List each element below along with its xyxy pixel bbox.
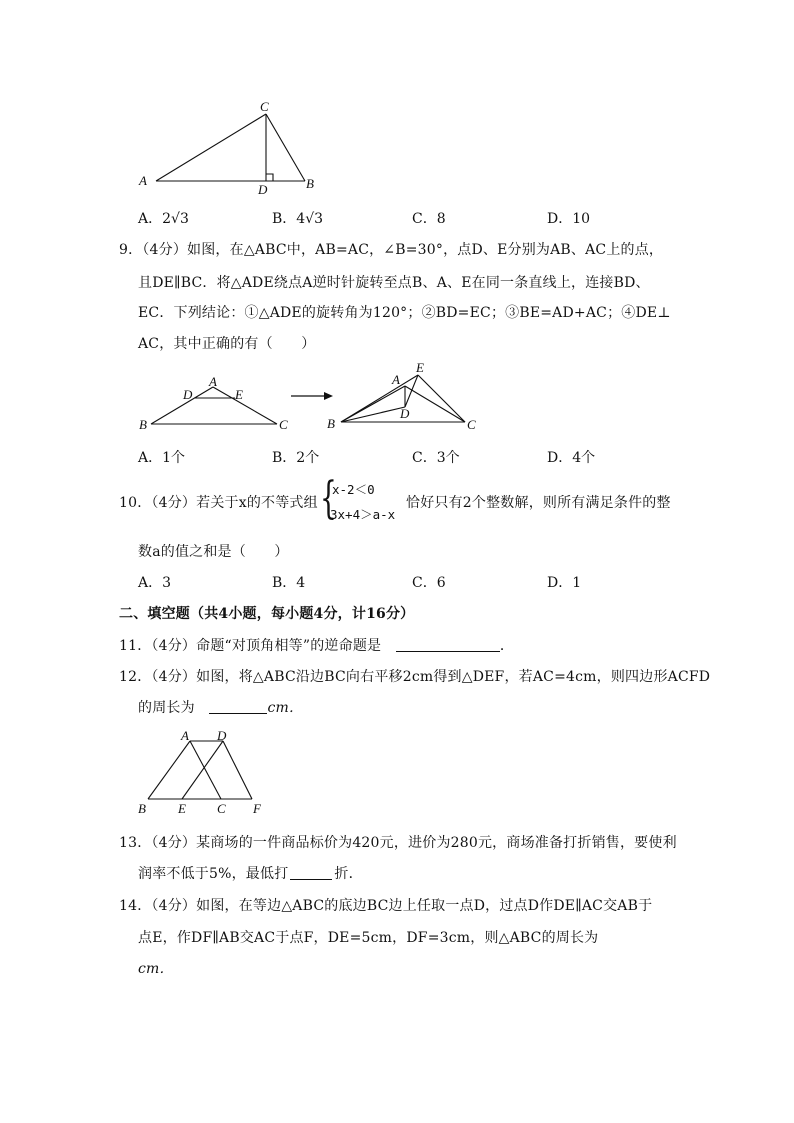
q8-option-d[interactable]: D．10 xyxy=(547,211,591,227)
q11-after: ． xyxy=(499,638,515,654)
q10-option-c[interactable]: C．6 xyxy=(412,575,446,591)
fig9l-label-b: B xyxy=(139,417,147,432)
q8-option-a[interactable]: A．2√3 xyxy=(138,211,189,227)
fig9l-label-c: C xyxy=(279,417,288,432)
fig9r-label-c: C xyxy=(467,417,476,432)
q10-option-a[interactable]: A．3 xyxy=(138,575,172,591)
fig12-label-e: E xyxy=(178,801,186,816)
q9-option-d[interactable]: D．4个 xyxy=(547,450,596,466)
fig9r-label-e: E xyxy=(416,360,424,375)
fig9l-label-a: A xyxy=(209,374,217,389)
q10-suffix: 恰好只有2个整数解，则所有满足条件的整 xyxy=(406,495,671,511)
q9-option-b[interactable]: B．2个 xyxy=(272,450,320,466)
q13-line2-after: 折． xyxy=(334,866,363,882)
fig12-label-f: F xyxy=(253,801,261,816)
fig9l-label-e: E xyxy=(235,387,243,402)
q13-line2-before: 润率不低于5%，最低打 xyxy=(138,866,289,882)
q13-line-1: 13．（4分）某商场的一件商品标价为420元，进价为280元，商场准备打折销售，要使利 xyxy=(119,835,677,851)
q9-line-1: 9．（4分）如图，在△ABC中，AB=AC，∠B=30°，点D、E分别为AB、AC上的点， xyxy=(119,242,664,258)
section-2-title: 二、填空题（共4小题，每小题4分，计16分） xyxy=(119,606,415,622)
q12-line2-after: cm． xyxy=(267,700,304,716)
fig8-label-a: A xyxy=(139,173,147,188)
fig9r-label-d: D xyxy=(400,406,410,421)
fig8-label-b: B xyxy=(306,176,314,191)
q9-option-a[interactable]: A．1个 xyxy=(138,450,186,466)
q10-line-2: 数a的值之和是（ ） xyxy=(138,544,289,560)
q14-line-3: cm． xyxy=(138,961,174,977)
q10-option-d[interactable]: D．1 xyxy=(547,575,582,591)
fig12-label-c: C xyxy=(217,801,226,816)
fig9l-label-d: D xyxy=(183,387,193,402)
fig9r-label-b: B xyxy=(327,416,335,431)
q10-prefix: 10．（4分）若关于x的不等式组 xyxy=(119,495,318,511)
q9-line-2: 且DE∥BC．将△ADE绕点A逆时针旋转至点B、A、E在同一条直线上，连接BD、 xyxy=(138,275,650,291)
q9-line-3: EC．下列结论：①△ADE的旋转角为120°；②BD=EC；③BE=AD+AC；④DE⊥ xyxy=(138,305,671,321)
q12-line-1: 12．（4分）如图，将△ABC沿边BC向右平移2cm得到△DEF，若AC=4cm，则四边形ACFD xyxy=(119,669,711,685)
q10-option-b[interactable]: B．4 xyxy=(272,575,306,591)
fig12-label-d: D xyxy=(217,728,227,743)
fig12-label-a: A xyxy=(181,728,189,743)
q8-option-b[interactable]: B．4√3 xyxy=(272,211,324,227)
q8-option-c[interactable]: C．8 xyxy=(412,211,446,227)
q10-system-line-1: x-2＜0 xyxy=(332,482,375,497)
q10-system-brace: { xyxy=(320,473,337,524)
q9-option-c[interactable]: C．3个 xyxy=(412,450,460,466)
q13-answer-blank[interactable] xyxy=(290,866,332,880)
q14-line-2: 点E，作DF∥AB交AC于点F，DE=5cm，DF=3cm，则△ABC的周长为 xyxy=(138,930,599,946)
q10-system-line-2: 3x+4＞a-x xyxy=(330,507,396,522)
q9-line-4: AC，其中正确的有（ ） xyxy=(138,336,316,352)
fig12-label-b: B xyxy=(138,801,146,816)
fig8-label-c: C xyxy=(260,99,269,114)
q14-line-1: 14．（4分）如图，在等边△ABC的底边BC边上任取一点D，过点D作DE∥AC交AB于 xyxy=(119,898,653,914)
fig9r-label-a: A xyxy=(392,372,400,387)
fig8-label-d: D xyxy=(258,182,268,197)
q13-line-2 xyxy=(138,863,363,883)
q12-line2-before: 的周长为 xyxy=(138,700,195,716)
q11-before: 11．（4分）命题“对顶角相等”的逆命题是 xyxy=(119,638,382,654)
